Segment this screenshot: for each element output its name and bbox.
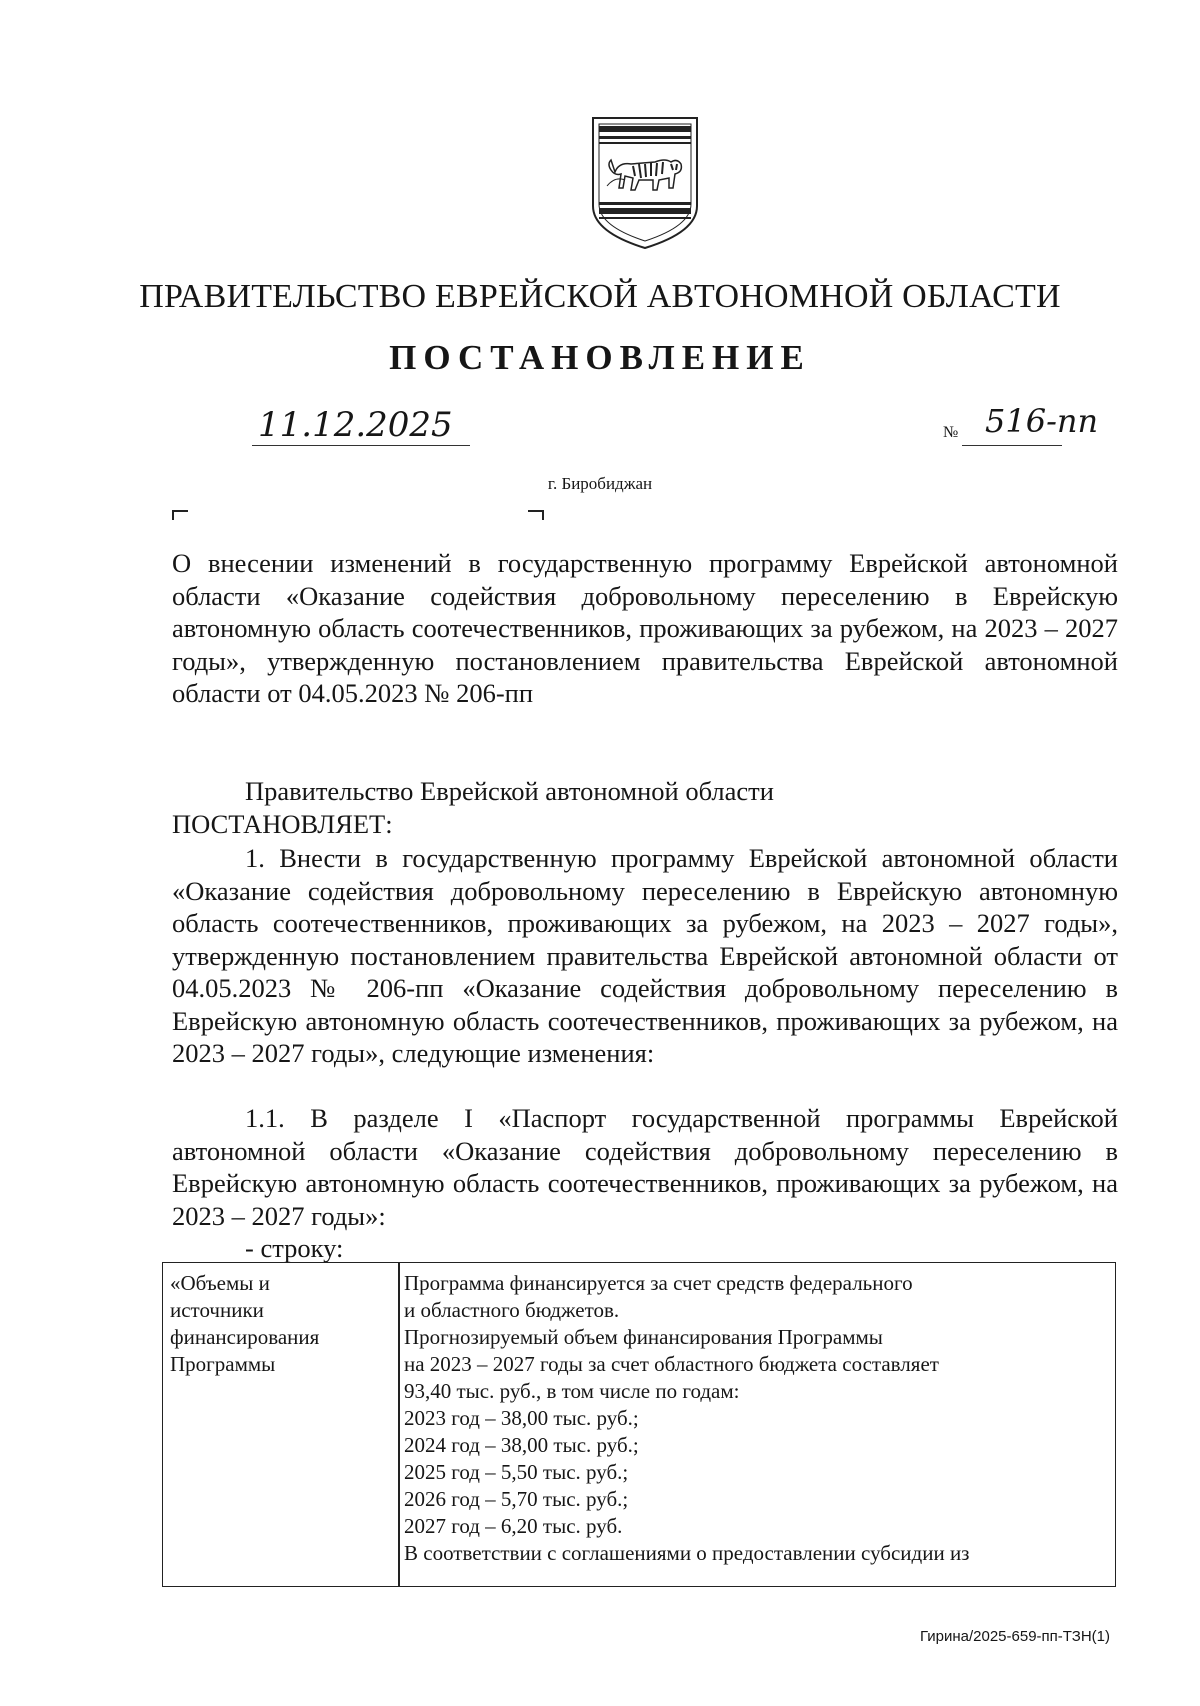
table-content-line: Программа финансируется за счет средств федерального (404, 1271, 913, 1295)
document-subject: О внесении изменений в государственную программу Еврейской автономной области «Оказание содействия добровольному переселению в Еврейскую автономную область соотечественников, проживающих за рубежом, на 2023 – 2027 годы», утвержденную постановлением правительства Еврейской автономной области от 04.05.2023 № 206-пп (172, 548, 1118, 708)
table-content-line: 93,40 тыс. руб., в том числе по годам: (404, 1379, 740, 1403)
subject-bracket-right (528, 510, 544, 520)
table-cell-label (170, 1270, 392, 1378)
document-date: 11.12.2025 (258, 405, 453, 445)
city-name: г. Биробиджан (547, 474, 653, 493)
table-label-line: «Объемы и (170, 1271, 270, 1295)
organization-title: ПРАВИТЕЛЬСТВО ЕВРЕЙСКОЙ АВТОНОМНОЙ ОБЛАСТИ (139, 278, 1061, 315)
table-content-line: 2026 год – 5,70 тыс. руб.; (404, 1487, 629, 1511)
table-content-line: 2024 год – 38,00 тыс. руб.; (404, 1433, 639, 1457)
table-label-line: источники (170, 1298, 264, 1322)
document-type: ПОСТАНОВЛЕНИЕ (389, 338, 811, 377)
number-underline (962, 445, 1062, 446)
table-content-line: на 2023 – 2027 годы за счет областного бюджета составляет (404, 1352, 939, 1376)
table-label-line: Программы (170, 1352, 276, 1376)
subject-bracket-left (172, 510, 188, 520)
table-content-line: 2027 год – 6,20 тыс. руб. (404, 1514, 623, 1538)
table-cell-content (404, 1270, 1110, 1567)
table-content-line: Прогнозируемый объем финансирования Программы (404, 1325, 883, 1349)
table-content-line: 2023 год – 38,00 тыс. руб.; (404, 1406, 639, 1430)
document-number: 516-пп (985, 402, 1099, 440)
government-name: Правительство Еврейской автономной области (245, 776, 774, 806)
table-label-line: финансирования (170, 1325, 320, 1349)
table-content-line: 2025 год – 5,50 тыс. руб.; (404, 1460, 629, 1484)
number-label: № (943, 424, 959, 441)
table-column-divider (398, 1262, 400, 1587)
table-content-line: и областного бюджетов. (404, 1298, 620, 1322)
coat-of-arms-emblem (585, 114, 705, 252)
date-underline (252, 445, 470, 446)
paragraph-item-1: 1. Внести в государственную программу Еврейской автономной области «Оказание содействия добровольному переселению в Еврейскую автономную область соотечественников, проживающих за рубежом, на 2023 – 2027 годы», утвержденную постановлением правительства Еврейской автономной области от 04.05.2023 № 206-пп «Оказание содействия добровольному переселению в Еврейскую автономную область соотечественников, проживающих за рубежом, на 2023 – 2027 годы», следующие изменения: (172, 843, 1118, 1068)
paragraph-item-1-1: 1.1. В разделе I «Паспорт государственной программы Еврейской автономной области «Оказание содействия добровольному переселению в Еврейскую автономную область соотечественников, проживающих за рубежом, на 2023 – 2027 годы»: (172, 1103, 1118, 1231)
table-content-line: В соответствии с соглашениями о предоставлении субсидии из (404, 1541, 970, 1565)
row-intro: - строку: (245, 1233, 344, 1263)
footer-code: Гирина/2025-659-пп-ТЗН(1) (919, 1628, 1110, 1645)
decrees-word: ПОСТАНОВЛЯЕТ: (172, 809, 393, 839)
